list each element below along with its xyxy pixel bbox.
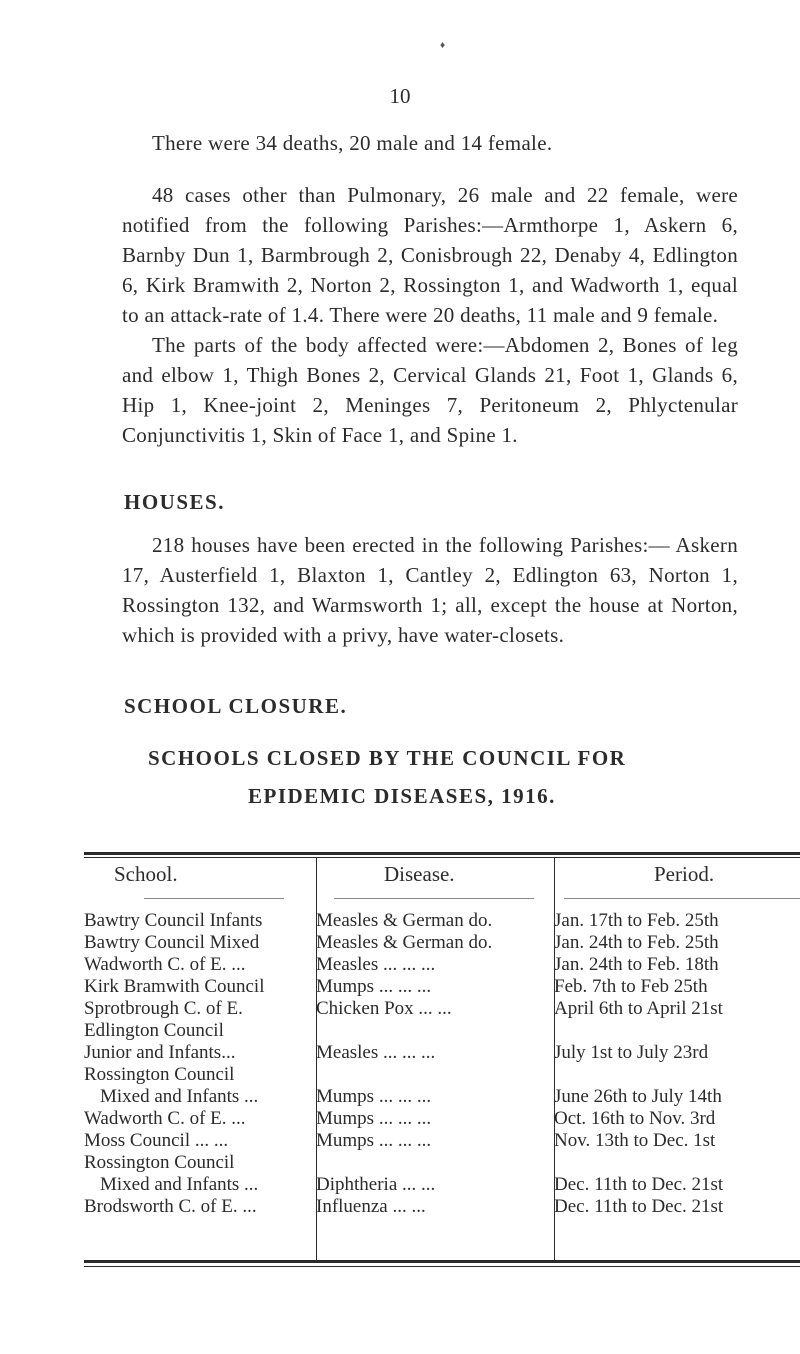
column-header-disease: Disease. bbox=[384, 862, 455, 886]
table-top-rule bbox=[84, 852, 800, 855]
table-cell-period: Jan. 24th to Feb. 25th bbox=[554, 932, 719, 953]
table-cell-period: Jan. 24th to Feb. 18th bbox=[554, 954, 719, 975]
page-number: 10 bbox=[389, 84, 411, 108]
table-cell-period: Feb. 7th to Feb 25th bbox=[554, 976, 708, 997]
table-cell-period: Dec. 11th to Dec. 21st bbox=[554, 1174, 724, 1195]
paragraph-houses: 218 houses have been erected in the following Parishes:— Askern 17, Austerfield 1, Blaxton 1, Cantley 2, Edlington 63, Norton 1, Rossington 132, and Warmsworth 1; all, except the house at Norton, which is provided with a privy, have water-closets. bbox=[122, 533, 738, 647]
table-cell-disease: Influenza ... ... bbox=[316, 1196, 426, 1217]
table-cell-disease: Diphtheria ... ... bbox=[316, 1174, 436, 1195]
table-bottom-rule-thin bbox=[84, 1266, 800, 1267]
table-cell-disease: Mumps ... ... ... bbox=[316, 1108, 432, 1129]
column-header-period: Period. bbox=[654, 862, 715, 886]
heading-school-closure: SCHOOL CLOSURE. bbox=[124, 694, 348, 718]
paragraph-non-pulmonary-cases: 48 cases other than Pulmonary, 26 male and 22 female, were notified from the following Parishes:—Armthorpe 1, Askern 6, Barnby Dun 1, Barmbrough 2, Conisbrough 22, Denaby 4, Edlington 6, Kirk Bramwith 2, Norton 2, Rossington 1, and Wadworth 1, equal to an attack-rate of 1.4. There were 20 deaths, 11 male and 9 female. bbox=[122, 183, 738, 327]
table-cell-school: Rossington Council bbox=[84, 1152, 235, 1173]
column-header-school: School. bbox=[114, 862, 178, 886]
table-cell-school: Rossington Council bbox=[84, 1064, 235, 1085]
table-cell-period: July 1st to July 23rd bbox=[554, 1042, 709, 1063]
heading-houses: HOUSES. bbox=[124, 490, 225, 514]
table-top-rule-thin bbox=[84, 857, 800, 858]
table-cell-school: Mixed and Infants ... bbox=[100, 1174, 259, 1195]
table-cell-school: Wadworth C. of E. ... bbox=[84, 1108, 246, 1129]
table-cell-disease: Measles ... ... ... bbox=[316, 954, 436, 975]
header-rule-school bbox=[144, 898, 284, 899]
table-title-line-2: EPIDEMIC DISEASES, 1916. bbox=[248, 784, 556, 808]
header-rule-period bbox=[564, 898, 800, 899]
table-cell-school: Sprotbrough C. of E. bbox=[84, 998, 243, 1019]
table-cell-period: April 6th to April 21st bbox=[554, 998, 723, 1019]
table-cell-school: Mixed and Infants ... bbox=[100, 1086, 259, 1107]
table-cell-disease: Measles ... ... ... bbox=[316, 1042, 436, 1063]
table-title-line-1: SCHOOLS CLOSED BY THE COUNCIL FOR bbox=[148, 746, 627, 770]
table-cell-school: Moss Council ... ... bbox=[84, 1130, 229, 1151]
table-cell-period: June 26th to July 14th bbox=[554, 1086, 722, 1107]
page-ornament: ♦ bbox=[440, 40, 446, 51]
table-cell-disease: Mumps ... ... ... bbox=[316, 976, 432, 997]
paragraph-deaths: There were 34 deaths, 20 male and 14 female. bbox=[152, 131, 553, 155]
table-cell-period: Nov. 13th to Dec. 1st bbox=[554, 1130, 716, 1151]
paragraph-body-parts: The parts of the body affected were:—Abdomen 2, Bones of leg and elbow 1, Thigh Bones 2, Cervical Glands 21, Foot 1, Glands 6, Hip 1, Knee-joint 2, Meninges 7, Peritoneum 2, Phlyctenular Conjunctivitis 1, Skin of Face 1, and Spine 1. bbox=[122, 333, 738, 447]
table-cell-disease: Measles & German do. bbox=[316, 932, 493, 953]
table-cell-school: Brodsworth C. of E. ... bbox=[84, 1196, 257, 1217]
table-cell-disease: Mumps ... ... ... bbox=[316, 1086, 432, 1107]
table-cell-school: Bawtry Council Infants bbox=[84, 910, 263, 931]
table-cell-disease: Mumps ... ... ... bbox=[316, 1130, 432, 1151]
header-rule-disease bbox=[334, 898, 534, 899]
table-cell-disease: Measles & German do. bbox=[316, 910, 493, 931]
table-cell-school: Wadworth C. of E. ... bbox=[84, 954, 246, 975]
table-cell-school: Junior and Infants... bbox=[84, 1042, 236, 1063]
table-cell-period: Oct. 16th to Nov. 3rd bbox=[554, 1108, 716, 1129]
table-bottom-rule bbox=[84, 1260, 800, 1263]
table-cell-school: Bawtry Council Mixed bbox=[84, 932, 260, 953]
table-cell-disease: Chicken Pox ... ... bbox=[316, 998, 452, 1019]
table-cell-school: Edlington Council bbox=[84, 1020, 224, 1041]
table-cell-period: Jan. 17th to Feb. 25th bbox=[554, 910, 719, 931]
schools-closed-table bbox=[84, 852, 800, 1272]
table-cell-school: Kirk Bramwith Council bbox=[84, 976, 265, 997]
table-cell-period: Dec. 11th to Dec. 21st bbox=[554, 1196, 724, 1217]
